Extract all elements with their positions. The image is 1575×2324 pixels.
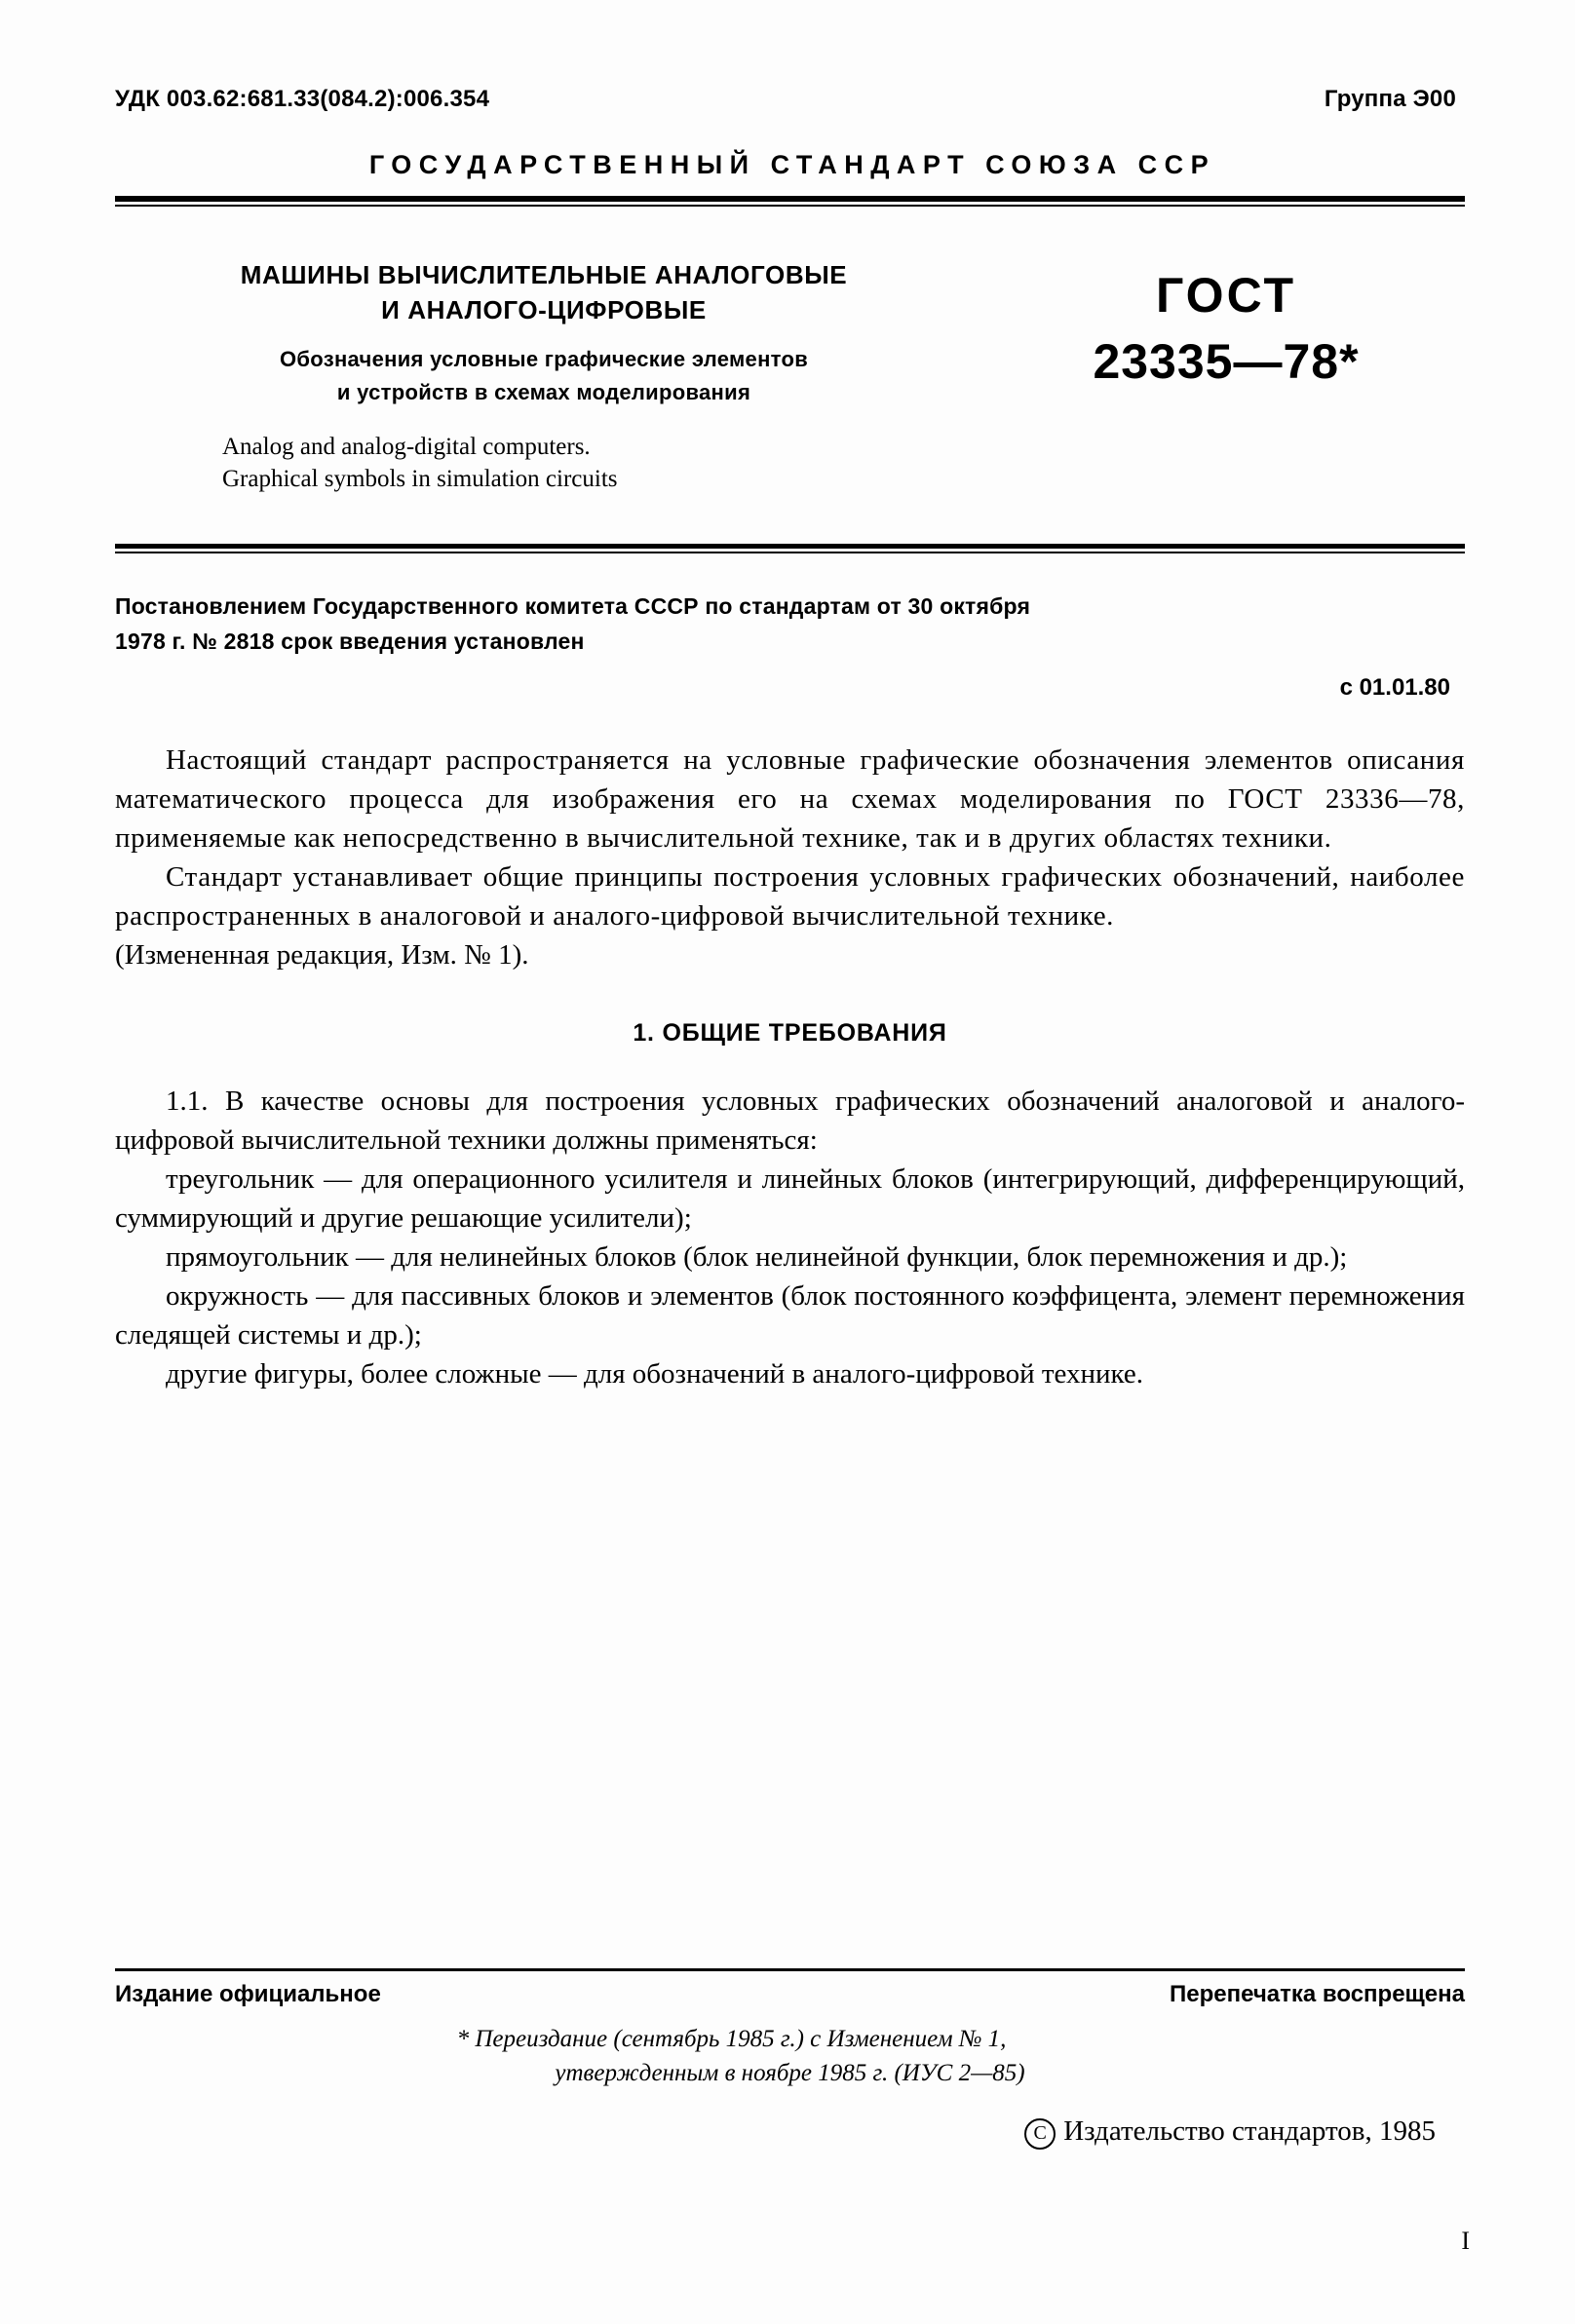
banner-divider [115, 196, 1465, 207]
paragraph-other-figures: другие фигуры, более сложные — для обозначений в аналого-цифровой технике. [166, 1358, 1144, 1390]
title-left [115, 257, 973, 495]
gost-number: 23335—78* [1093, 334, 1360, 389]
copyright-icon: C [1024, 2118, 1056, 2150]
decree-block [115, 589, 1470, 659]
body-text [115, 741, 1465, 1393]
page-content [115, 86, 1479, 1393]
reprint-label: Перепечатка воспрещена [1170, 1981, 1465, 2007]
footer-row [115, 1981, 1465, 2008]
title-sub-line1: Обозначения условные графические элементов [279, 347, 809, 371]
footnote-line1: * Переиздание (сентябрь 1985 г.) с Изменением № 1, [456, 2026, 1007, 2052]
page-number: I [1461, 2227, 1470, 2255]
paragraph-2: Стандарт устанавливает общие принципы построения условных графических обозначений, наиболее распространенных в аналоговой и аналого-цифровой вычислительной технике. [115, 861, 1465, 932]
gost-word: ГОСТ [1156, 268, 1296, 323]
title-block [115, 257, 1479, 495]
footer-divider [115, 1968, 1465, 1971]
edition-label: Издание официальное [115, 1981, 381, 2007]
paragraph-rectangle: прямоугольник — для нелинейных блоков (блок нелинейной функции, блок перемножения и др.); [166, 1241, 1348, 1273]
decree-line1: Постановлением Государственного комитета СССР по стандартам от 30 октября [115, 593, 1031, 619]
title-main-line2: И АНАЛОГО-ЦИФРОВЫЕ [381, 295, 707, 324]
header-line [115, 86, 1479, 113]
title-en-line2: Graphical symbols in simulation circuits [222, 466, 618, 492]
title-divider [115, 544, 1465, 553]
paragraph-1-1: 1.1. В качестве основы для построения условных графических обозначений аналоговой и аналого-цифровой вычислительной техники должны применяться: [115, 1086, 1465, 1156]
udk-code: УДК 003.62:681.33(084.2):006.354 [115, 86, 490, 112]
decree-line2: 1978 г. № 2818 срок введения установлен [115, 629, 585, 654]
paragraph-3-revision: (Измененная редакция, Изм. № 1). [115, 939, 529, 971]
standard-banner: ГОСУДАРСТВЕННЫЙ СТАНДАРТ СОЮЗА ССР [368, 150, 1216, 179]
section-heading-1: 1. ОБЩИЕ ТРЕБОВАНИЯ [633, 1019, 947, 1047]
title-sub-line2: и устройств в схемах моделирования [336, 380, 751, 404]
publisher-line [115, 2115, 1465, 2150]
paragraph-1: Настоящий стандарт распространяется на условные графические обозначения элементов описания математического процесса для изображения его на схемах моделирования по ГОСТ 23336—78, применяемые как непосредственно в вычислительной технике, так и в других областях техники. [115, 744, 1465, 854]
publisher-name: Издательство стандартов, 1985 [1063, 2115, 1436, 2147]
title-spacer [115, 495, 1479, 534]
paragraph-triangle: треугольник — для операционного усилителя и линейных блоков (интегрирующий, дифференцирующий, суммирующий и другие решающие усилители); [115, 1163, 1465, 1234]
group-code: Группа Э00 [1324, 86, 1456, 112]
paragraph-circle: окружность — для пассивных блоков и элементов (блок постоянного коэффицента, элемент перемножения следящей системы и др.); [115, 1280, 1465, 1351]
footnote-line2: утвержденным в ноябре 1985 г. (ИУС 2—85) [555, 2060, 1025, 2086]
title-main-line1: МАШИНЫ ВЫЧИСЛИТЕЛЬНЫЕ АНАЛОГОВЫЕ [240, 260, 848, 289]
page-footer [115, 1968, 1465, 2150]
standard-number-block [973, 257, 1479, 390]
effective-date: с 01.01.80 [1339, 674, 1450, 701]
title-en-line1: Analog and analog-digital computers. [222, 434, 591, 460]
